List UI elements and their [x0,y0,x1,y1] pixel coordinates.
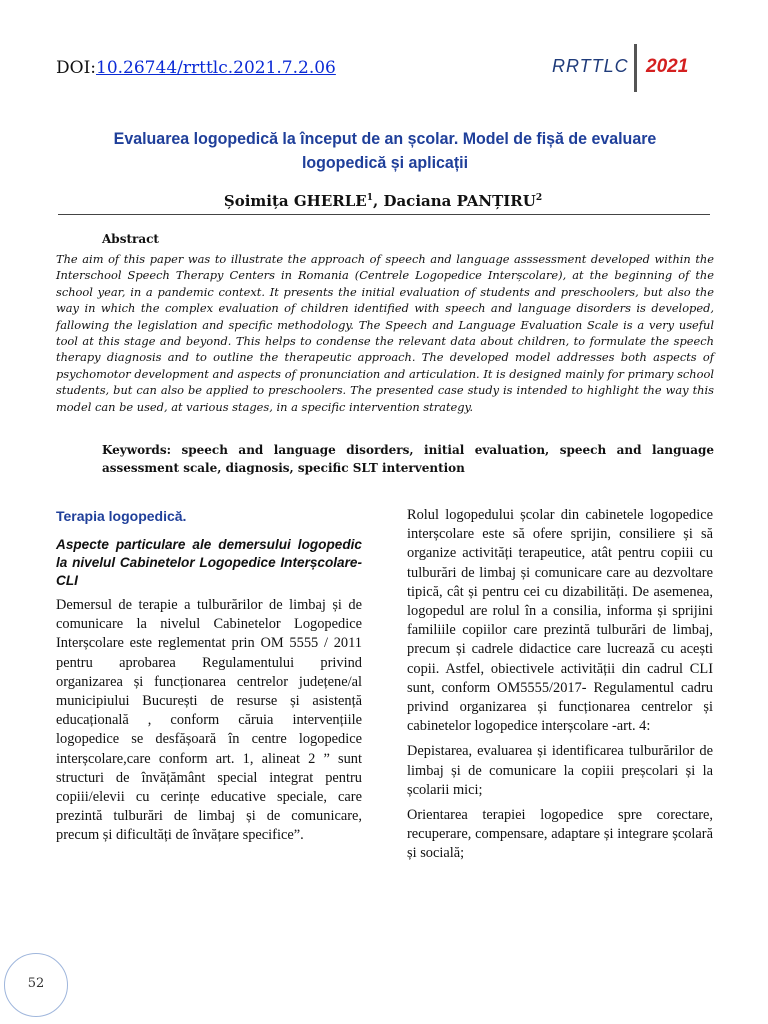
section-subheading: Aspecte particulare ale demersului logopedic la nivelul Cabinetelor Logopedice Interșcolare-CLI [56,537,362,588]
abstract-text: The aim of this paper was to illustrate the approach of speech and language asssessment developed within the Interschool Speech Therapy Centers in Romania (Centrele Logopedice Interșcolare), at the beginning of the school year, in a pandemic context. It presents the initial evaluation of students and preschoolers, but also the way in which the complex evaluation of children identified with speech and language disorders is developed, fallowing the legislation and specific methodology. The Speech and Language Evaluation Scale is a very useful tool at this stage and beyond. This helps to condense the relevant data about children, to formulate the speech therapy diagnosis and to outline the therapeutic approach. The developed model addresses both aspects of psychomotor development and aspects of pronunciation and articulation. It is designed mainly for primary school students, but can also be applied to preschoolers. The presented case study is intended to highlight the way this model can be used, at various stages, in a specific intervention strategy. [56,252,714,414]
right-paragraph-2: Depistarea, evaluarea și identificarea tulburărilor de limbaj și de comunicare la copiii preșcolari și la școlarii mici; [407,743,713,798]
author-1-affiliation: 1 [366,193,373,203]
author-2: Daciana PANȚIRU [383,192,536,210]
journal-name: RRTTLC [552,56,629,76]
author-divider [58,214,710,215]
doi-link[interactable]: 10.26744/rrttlc.2021.7.2.06 [96,58,336,78]
abstract-heading: Abstract [102,232,159,246]
section-heading: Terapia logopedică. [56,508,187,524]
author-separator: , [373,192,384,210]
left-column [56,508,362,852]
authors-line [58,192,708,210]
page-number-badge [4,953,68,1017]
author-1: Șoimița GHERLE [223,192,367,210]
page-number: 52 [27,976,45,991]
doi-line [56,58,336,78]
left-paragraph: Demersul de terapie a tulburărilor de limbaj și de comunicare la nivelul Cabinetelor Logopedice Interșcolare este reglementat prin OM 5555 / 2011 pentru aprobarea Regulamentului privind organizarea și funcționarea centrelor județene/al municipiului București de resurse și asistență educațională , conform căruia intervențiile logopedice se desfășoară în centre logopedice interșcolare,care conform art. 1, alineat 2 ” sunt structuri de învățământ special integrat pentru copiii/elevii cu cerințe educative speciale, care prezintă tulburări de limbaj și de comunicare, precum și dificultăți de învățare specifice”. [56,597,362,844]
author-2-affiliation: 2 [535,193,543,203]
doi-label: DOI: [56,58,97,78]
right-paragraph-1: Rolul logopedului școlar din cabinetele logopedice interșcolare este să ofere sprijin, consiliere și să organize activități terapeutice, atât pentru copiii cu tulburări de limbaj și comunicare care au dezvoltare tipică, cât și pentru cei cu dizabilități. De asemenea, logopedul are rolul în a consilia, informa și sprijini familiile copiilor care prezintă tulburări de limbaj, precum și cadrele didactice care lucrează cu acești copii. Astfel, obiectivele activității din cadrul CLI sunt, conform OM5555/2017- Regulamentul cadru privind organizarea și funcționarea centrelor și cabinetelor logopedice interșcolare -art. 4: [407,507,713,735]
right-column [407,506,713,870]
header-divider [634,44,637,92]
article-title: Evaluarea logopedică la început de an școlar. Model de fișă de evaluare logopedică și aplicații [113,129,657,172]
keywords: Keywords: speech and language disorders, initial evaluation, speech and language assessment scale, diagnosis, specific SLT intervention [102,443,714,475]
right-paragraph-3: Orientarea terapiei logopedice spre corectare, recuperare, compensare, adaptare și integrare școlară și socială; [407,807,713,862]
journal-year: 2021 [646,56,689,77]
